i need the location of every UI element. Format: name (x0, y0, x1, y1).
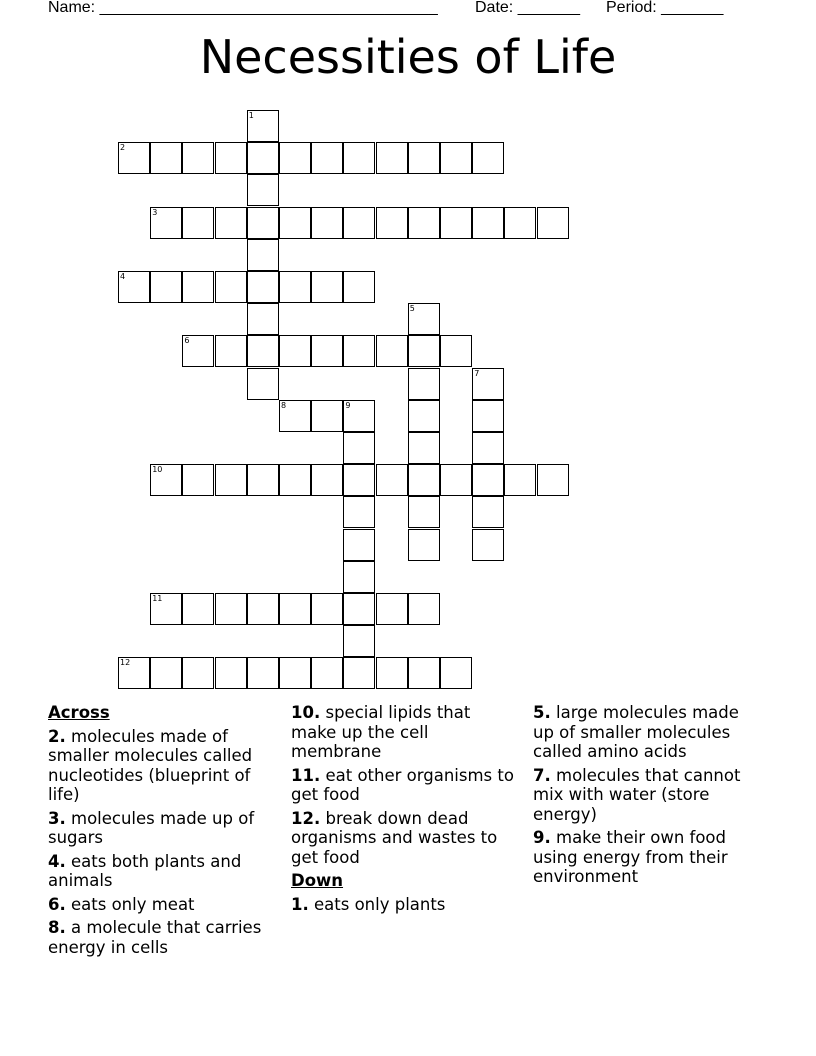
grid-cell[interactable] (247, 303, 279, 335)
grid-cell[interactable] (215, 593, 247, 625)
grid-cell[interactable] (343, 464, 375, 496)
grid-cell[interactable] (440, 657, 472, 689)
grid-cell[interactable] (247, 174, 279, 206)
grid-cell[interactable] (472, 464, 504, 496)
grid-cell[interactable] (311, 400, 343, 432)
grid-cell[interactable] (118, 657, 150, 689)
grid-cell[interactable] (247, 239, 279, 271)
grid-cell[interactable] (150, 271, 182, 303)
grid-cell[interactable] (215, 657, 247, 689)
grid-cell[interactable] (472, 432, 504, 464)
clue-down-7: 7. molecules that cannot mix with water (store energy) (533, 765, 741, 824)
grid-cell[interactable] (472, 496, 504, 528)
grid-cell[interactable] (215, 207, 247, 239)
grid-cell[interactable] (343, 142, 375, 174)
grid-cell[interactable] (182, 271, 214, 303)
grid-cell[interactable] (376, 464, 408, 496)
grid-cell[interactable] (376, 335, 408, 367)
grid-cell[interactable] (150, 142, 182, 174)
grid-cell[interactable] (182, 142, 214, 174)
grid-cell[interactable] (343, 561, 375, 593)
clue-number: 10 (152, 465, 163, 475)
grid-cell[interactable] (247, 657, 279, 689)
grid-cell[interactable] (150, 207, 182, 239)
page-title: Necessities of Life (199, 30, 617, 84)
grid-cell[interactable] (343, 625, 375, 657)
grid-cell[interactable] (279, 271, 311, 303)
grid-cell[interactable] (537, 464, 569, 496)
grid-cell[interactable] (150, 657, 182, 689)
clue-across-4: 4. eats both plants and animals (48, 851, 242, 890)
grid-cell[interactable] (408, 207, 440, 239)
down-heading: Down (291, 871, 344, 890)
grid-cell[interactable] (408, 464, 440, 496)
grid-cell[interactable] (279, 142, 311, 174)
clues-column-3 (533, 703, 761, 891)
grid-cell[interactable] (150, 593, 182, 625)
grid-cell[interactable] (279, 593, 311, 625)
grid-cell[interactable] (408, 432, 440, 464)
grid-cell[interactable] (504, 207, 536, 239)
date-field[interactable]: Date: _______ (475, 0, 580, 16)
clue-down-9: 9. make their own food using energy from their environment (533, 828, 728, 886)
grid-cell[interactable] (408, 657, 440, 689)
grid-cell[interactable] (247, 110, 279, 142)
clue-across-2: 2. molecules made of smaller molecules called nucleotides (blueprint of life) (48, 726, 253, 804)
grid-cell[interactable] (472, 207, 504, 239)
grid-cell[interactable] (247, 368, 279, 400)
name-field[interactable]: Name: ______________________________________ (48, 0, 438, 16)
grid-cell[interactable] (279, 657, 311, 689)
grid-cell[interactable] (343, 271, 375, 303)
clue-down-1: 1. eats only plants (291, 894, 446, 914)
header (0, 0, 816, 20)
clue-across-8: 8. a molecule that carries energy in cells (48, 918, 262, 957)
grid-cell[interactable] (343, 529, 375, 561)
grid-cell[interactable] (247, 464, 279, 496)
grid-cell[interactable] (247, 207, 279, 239)
grid-cell[interactable] (343, 657, 375, 689)
across-heading: Across (48, 703, 110, 722)
grid-cell[interactable] (408, 496, 440, 528)
clue-number: 2 (120, 143, 126, 153)
clue-number: 7 (474, 368, 480, 378)
grid-cell[interactable] (311, 464, 343, 496)
grid-cell[interactable] (504, 464, 536, 496)
grid-cell[interactable] (343, 400, 375, 432)
grid-cell[interactable] (118, 271, 150, 303)
grid-cell[interactable] (408, 400, 440, 432)
grid-cell[interactable] (311, 657, 343, 689)
grid-cell[interactable] (343, 335, 375, 367)
grid-cell[interactable] (247, 335, 279, 367)
clue-across-3: 3. molecules made up of sugars (48, 808, 255, 847)
clue-across-6: 6. eats only meat (48, 894, 195, 914)
grid-cell[interactable] (182, 335, 214, 367)
grid-cell[interactable] (247, 593, 279, 625)
grid-cell[interactable] (408, 529, 440, 561)
grid-cell[interactable] (343, 207, 375, 239)
grid-cell[interactable] (408, 335, 440, 367)
grid-cell[interactable] (472, 142, 504, 174)
clue-number: 12 (120, 658, 131, 668)
grid-cell[interactable] (182, 464, 214, 496)
clue-number: 6 (184, 336, 190, 346)
clues-column-1 (48, 703, 276, 961)
period-field[interactable]: Period: _______ (606, 0, 724, 16)
clue-across-12: 12. break down dead organisms and wastes to get food (291, 808, 498, 867)
grid-cell[interactable] (343, 496, 375, 528)
grid-cell[interactable] (279, 400, 311, 432)
grid-cell[interactable] (472, 368, 504, 400)
grid-cell[interactable] (215, 335, 247, 367)
clue-number: 4 (120, 272, 126, 281)
grid-cell[interactable] (376, 593, 408, 625)
clue-across-11: 11. eat other organisms to get food (291, 765, 514, 804)
clue-down-5: 5. large molecules made up of smaller molecules called amino acids (533, 703, 739, 761)
grid-cell[interactable] (343, 432, 375, 464)
clue-number: 8 (281, 400, 287, 410)
grid-cell[interactable] (408, 368, 440, 400)
grid-cell[interactable] (440, 464, 472, 496)
grid-cell[interactable] (376, 657, 408, 689)
grid-cell[interactable] (376, 207, 408, 239)
clue-number: 11 (152, 594, 163, 603)
grid-cell[interactable] (247, 142, 279, 174)
grid-cell[interactable] (440, 142, 472, 174)
grid-cell[interactable] (343, 593, 375, 625)
grid-cell[interactable] (472, 400, 504, 432)
grid-cell[interactable] (182, 593, 214, 625)
grid-cell[interactable] (472, 529, 504, 561)
grid-cell[interactable] (182, 657, 214, 689)
grid-cell[interactable] (118, 142, 150, 174)
grid-cell[interactable] (311, 593, 343, 625)
grid-cell[interactable] (215, 464, 247, 496)
clue-number: 3 (152, 207, 158, 217)
grid-cell[interactable] (311, 142, 343, 174)
grid-cell[interactable] (279, 335, 311, 367)
grid-cell[interactable] (440, 207, 472, 239)
grid-cell[interactable] (279, 464, 311, 496)
grid-cell[interactable] (311, 335, 343, 367)
grid-cell[interactable] (182, 207, 214, 239)
grid-cell[interactable] (311, 207, 343, 239)
clues-column-2 (291, 703, 519, 918)
grid-cell[interactable] (408, 593, 440, 625)
grid-cell[interactable] (215, 142, 247, 174)
clue-number: 9 (345, 400, 351, 410)
grid-cell[interactable] (311, 271, 343, 303)
grid-cell[interactable] (408, 142, 440, 174)
grid-cell[interactable] (279, 207, 311, 239)
grid-cell[interactable] (537, 207, 569, 239)
grid-cell[interactable] (247, 271, 279, 303)
clue-number: 5 (409, 304, 415, 314)
grid-cell[interactable] (408, 303, 440, 335)
grid-cell[interactable] (150, 464, 182, 496)
grid-cell[interactable] (376, 142, 408, 174)
clue-across-10: 10. special lipids that make up the cell membrane (291, 703, 471, 761)
grid-cell[interactable] (440, 335, 472, 367)
clue-number: 1 (248, 111, 254, 120)
grid-cell[interactable] (215, 271, 247, 303)
